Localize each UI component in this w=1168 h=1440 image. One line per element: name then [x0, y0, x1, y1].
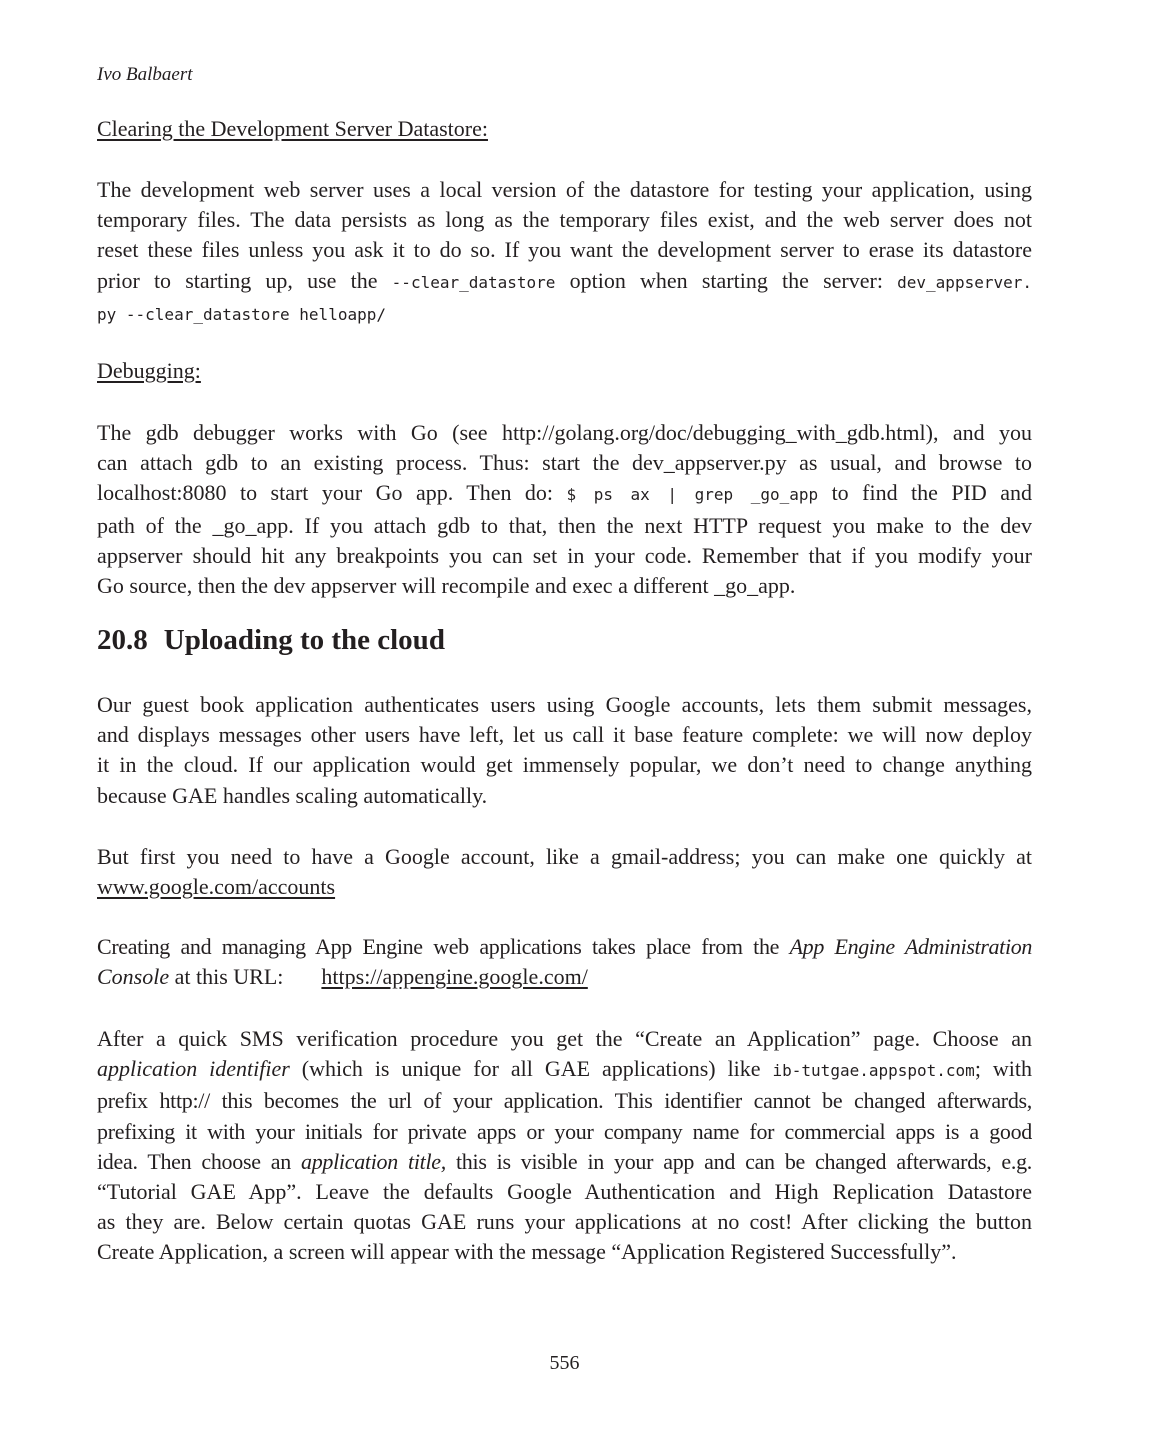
- section-title-text: Uploading to the cloud: [163, 624, 445, 656]
- paragraph-clearing-datastore: [97, 175, 1032, 330]
- text-line: reset these files unless you ask it to do so. If you want the development server to erase its datastore: [97, 237, 1032, 263]
- emphasis-console: Console: [97, 964, 170, 990]
- paragraph-create-application: [97, 1024, 1032, 1268]
- emphasis-application-title: application title,: [301, 1148, 446, 1174]
- subheading-debugging: Debugging:: [97, 358, 201, 383]
- code-command: py --clear_datastore helloapp/: [97, 304, 386, 324]
- text-line: After a quick SMS verification procedure you get the “Create an Application” page. Choose an: [97, 1026, 1032, 1051]
- text-line: Our guest book application authenticates users using Google accounts, lets them submit messages,: [97, 692, 1032, 717]
- text-fragment: Creating and managing App Engine web applications takes place from the: [97, 934, 790, 959]
- text-line: it in the cloud. If our application would get immensely popular, we don’t need to change anything: [97, 752, 1032, 778]
- text-line: “Tutorial GAE App”. Leave the defaults Google Authentication and High Replication Datastore: [97, 1179, 1032, 1205]
- text-line: prefix http:// this becomes the url of your application. This identifier cannot be changed afterwards,: [97, 1088, 1032, 1114]
- text-fragment: at this URL:: [169, 964, 284, 990]
- text-line: as they are. Below certain quotas GAE runs your applications at no cost! After clicking the button: [97, 1209, 1032, 1235]
- paragraph-admin-console: [97, 932, 1032, 992]
- code-ps-grep: $ ps ax | grep _go_app: [566, 485, 819, 505]
- text-line: temporary files. The data persists as long as the temporary files exist, and the web server does not: [97, 207, 1032, 233]
- text-line: [97, 962, 1032, 992]
- section-number: 20.8: [97, 624, 148, 656]
- text-line: The gdb debugger works with Go (see http://golang.org/doc/debugging_with_gdb.html), and you: [97, 420, 1032, 445]
- text-line: path of the _go_app. If you attach gdb to that, then the next HTTP request you make to the dev: [97, 512, 1032, 538]
- paragraph-google-account: [97, 842, 1032, 902]
- text-line: can attach gdb to an existing process. Thus: start the dev_appserver.py as usual, and browse to: [97, 450, 1032, 476]
- text-line: prefixing it with your initials for private apps or your company name for commercial apps is a good: [97, 1118, 1032, 1144]
- appengine-console-link[interactable]: https://appengine.google.com/: [321, 964, 588, 990]
- text-line: and displays messages other users have left, let us call it base feature complete: we will now deploy: [97, 722, 1032, 748]
- google-accounts-link[interactable]: www.google.com/accounts: [97, 874, 336, 900]
- code-dev-appserver: dev_appserver.: [897, 272, 1032, 292]
- text-fragment: localhost:8080 to start your Go app. Then do:: [97, 480, 567, 506]
- paragraph-guestbook: [97, 690, 1032, 811]
- text-line: appserver should hit any breakpoints you can set in your code. Remember that if you modify your: [97, 542, 1032, 568]
- text-line: Create Application, a screen will appear with the message “Application Registered Successfully”.: [97, 1239, 957, 1265]
- text-line: The development web server uses a local version of the datastore for testing your application, using: [97, 177, 1032, 202]
- text-line: [97, 478, 1032, 510]
- paragraph-debugging: [97, 418, 1032, 601]
- text-line: [97, 266, 1032, 298]
- text-fragment: idea. Then choose an: [97, 1148, 302, 1174]
- text-line: because GAE handles scaling automatically.: [97, 782, 488, 808]
- text-line: [97, 932, 1032, 962]
- text-fragment: this is visible in your app and can be changed afterwards, e.g.: [445, 1148, 1032, 1174]
- text-line: [97, 298, 1032, 330]
- emphasis-admin-console: App Engine Administration: [789, 934, 1033, 959]
- text-line: [97, 1054, 1032, 1086]
- section-heading-uploading: [97, 624, 445, 657]
- running-header-author: Ivo Balbaert: [97, 64, 193, 85]
- emphasis-application-identifier: application identifier: [97, 1056, 290, 1082]
- text-fragment: option when starting the server:: [555, 267, 898, 293]
- text-fragment: to find the PID and: [818, 480, 1032, 506]
- page-number: 556: [549, 1352, 580, 1374]
- text-line: [97, 872, 1032, 902]
- code-appspot-domain: ib-tutgae.appspot.com: [772, 1061, 975, 1081]
- subheading-clearing-datastore: Clearing the Development Server Datastore:: [97, 116, 488, 141]
- text-line: But first you need to have a Google account, like a gmail-address; you can make one quickly at: [97, 844, 1032, 869]
- code-clear-datastore-flag: --clear_datastore: [391, 272, 556, 292]
- text-fragment: (which is unique for all GAE applications) like: [289, 1056, 773, 1082]
- text-fragment: ; with: [974, 1056, 1032, 1082]
- text-line: [97, 1147, 1032, 1177]
- text-line: Go source, then the dev appserver will recompile and exec a different _go_app.: [97, 573, 796, 599]
- text-fragment: prior to starting up, use the: [97, 267, 392, 293]
